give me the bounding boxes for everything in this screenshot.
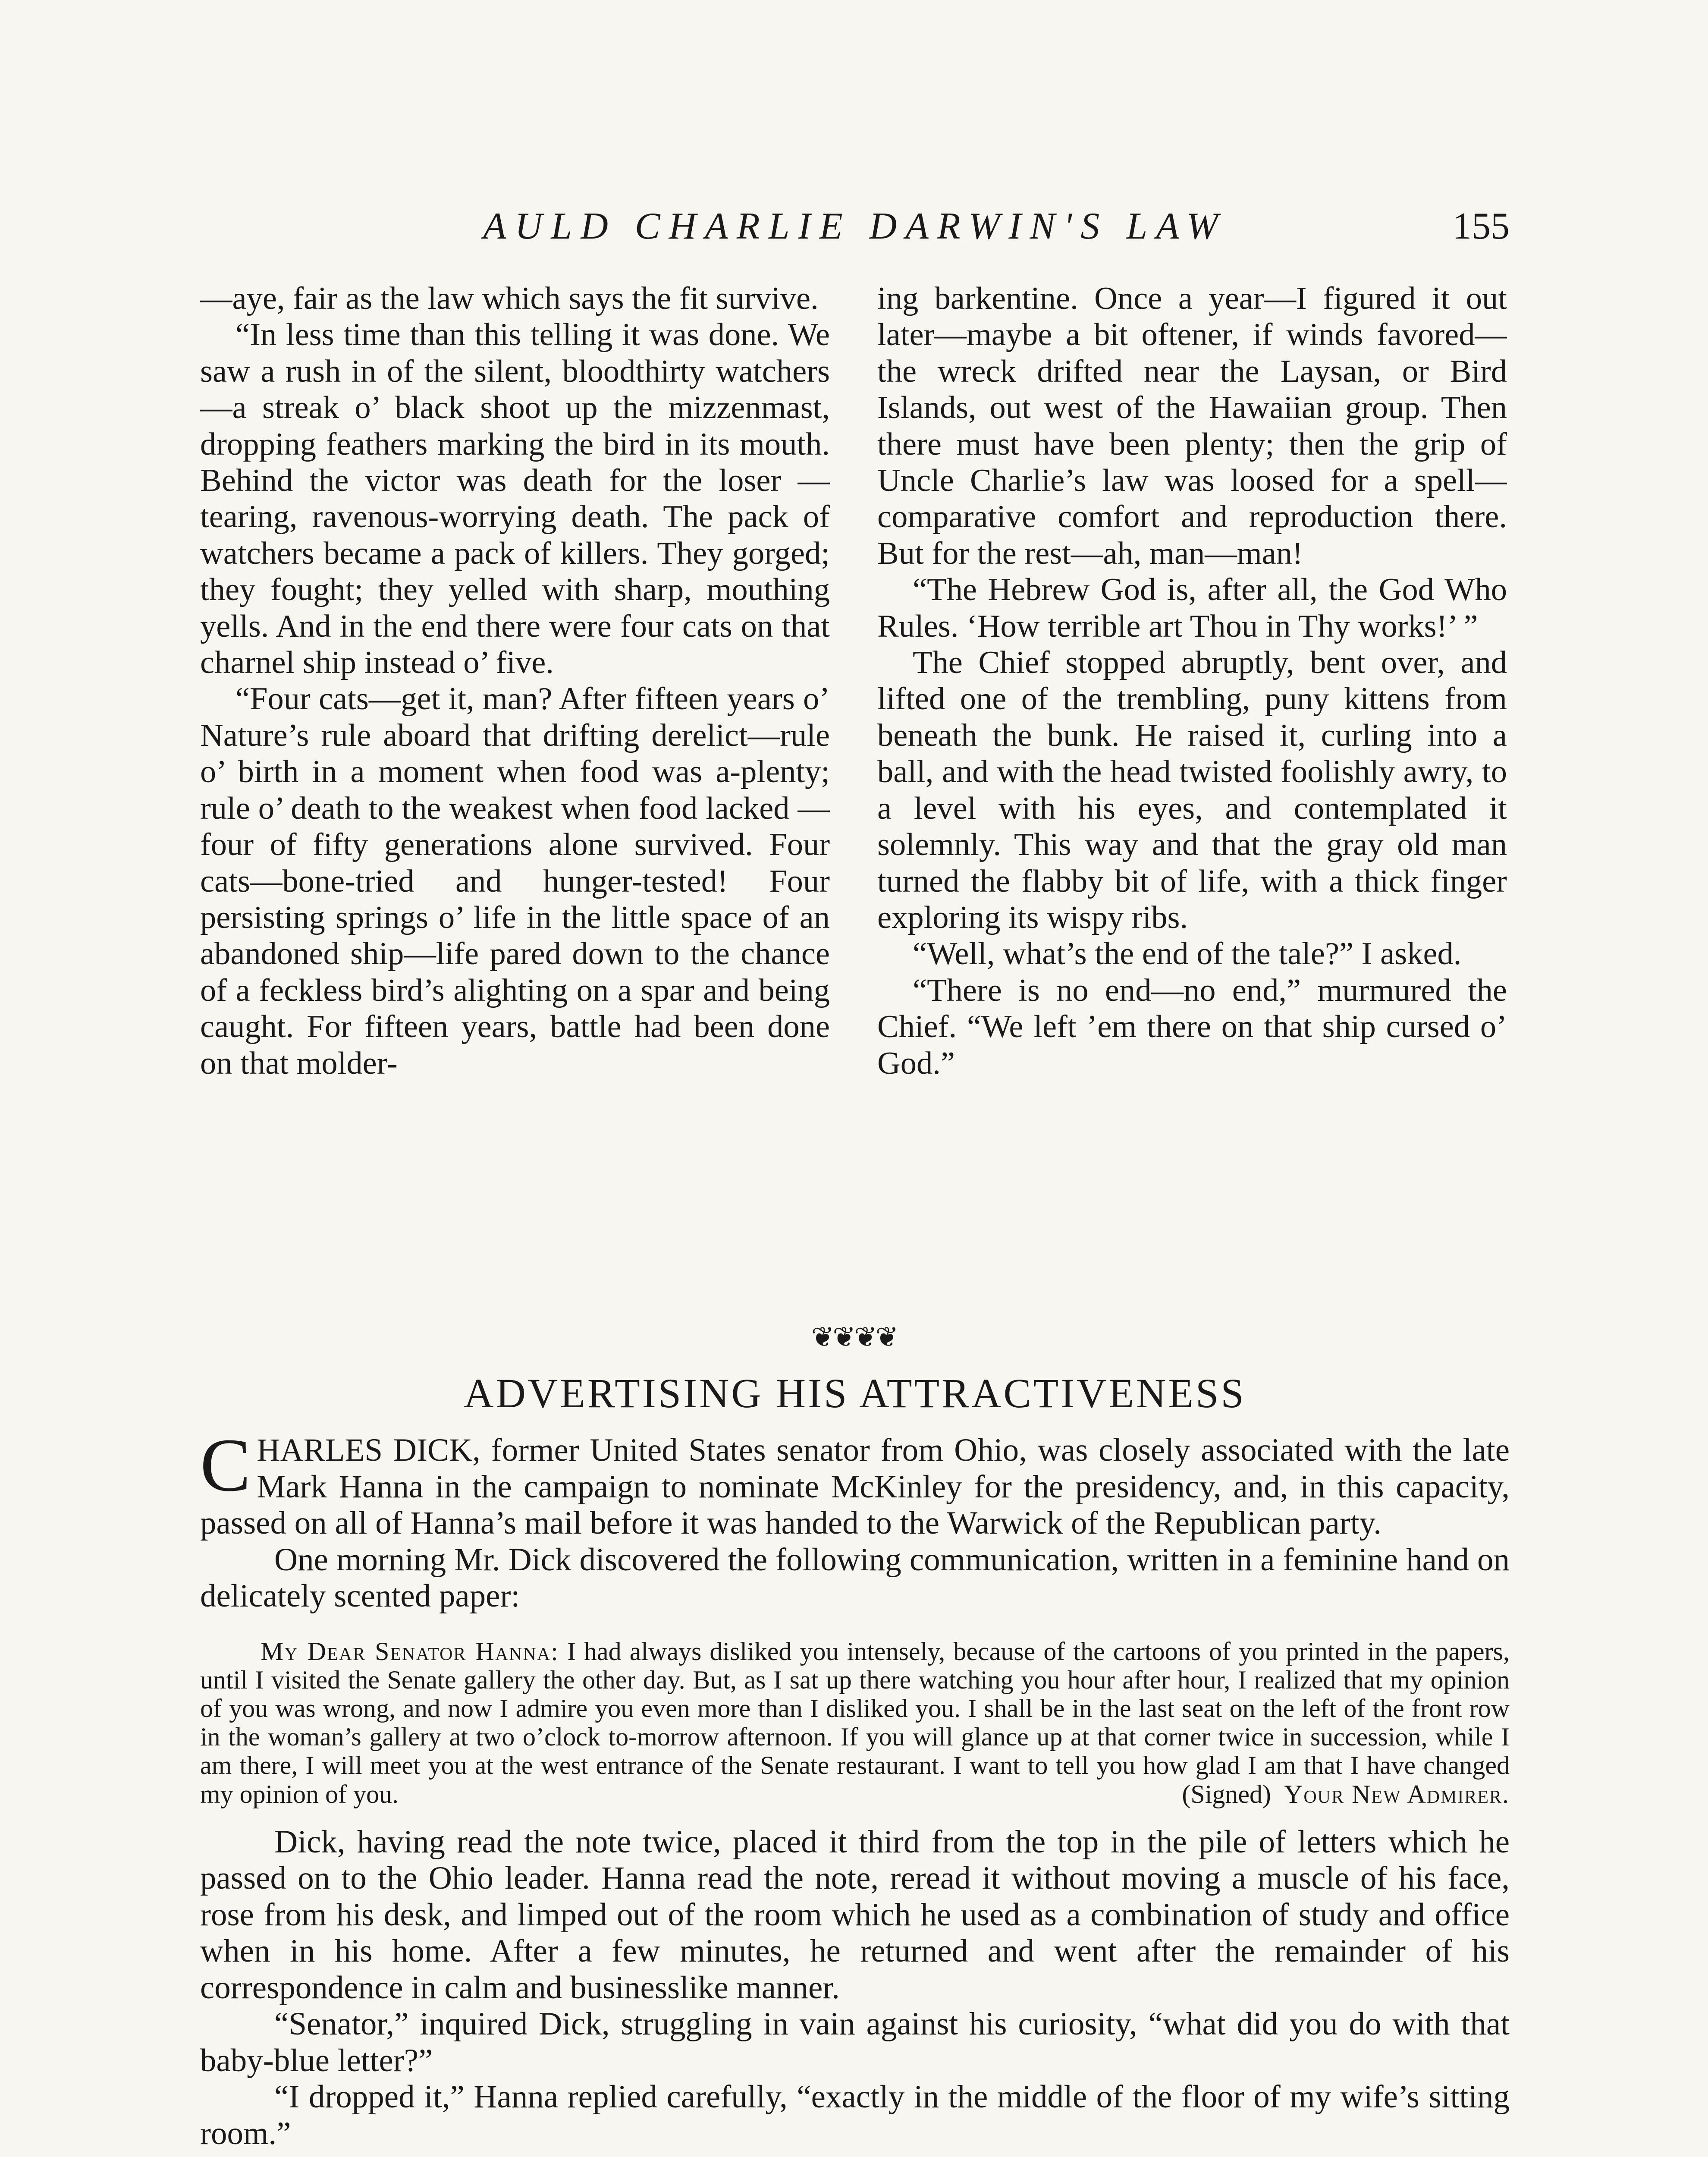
running-header bbox=[200, 203, 1510, 250]
page-number: 155 bbox=[1453, 205, 1510, 247]
letter-signature-block bbox=[1121, 1780, 1510, 1808]
paragraph: The Chief stopped abruptly, bent over, and lifted one of the trembling, puny kittens from beneath the bunk. He raised it, curling into a ball, and with the head twisted foolishly awry, to a level with his eyes, and contemplated it solemnly. This way and that the gray old man turned the flabby bit of life, with a thick finger exploring its wispy ribs. bbox=[877, 645, 1507, 935]
quoted-letter bbox=[200, 1637, 1510, 1808]
paragraph: “I dropped it,” Hanna replied carefully, “exactly in the middle of the floor of my wife’s sitting room.” bbox=[200, 2079, 1510, 2151]
paragraph: “Well, what’s the end of the tale?” I asked. bbox=[913, 936, 1462, 972]
article-body bbox=[200, 1432, 1510, 2157]
letter-text bbox=[200, 1637, 1510, 1808]
paragraph: Dick, having read the note twice, placed it third from the top in the pile of letters which he passed on to the Ohio leader. Hanna read the note, reread it without moving a muscle of his face, rose from his desk, and limped out of the room which he used as a combination of study and office when in his home. After a few minutes, he returned and went after the remainder of his correspondence in calm and businesslike manner. bbox=[200, 1824, 1510, 2006]
right-column bbox=[877, 280, 1507, 1316]
paragraph: “In less time than this telling it was done. We saw a rush in of the silent, bloodthirty watchers—a streak o’ black shoot up the mizzenmast, dropping feathers marking the bird in its mouth. Behind the victor was death for the loser — tearing, ravenous-worrying death. The pack of watchers became a pack of killers. They gorged; they fought; they yelled with sharp, mouthing yells. And in the end there were four cats on that charnel ship instead o’ five. bbox=[200, 317, 830, 681]
paragraph: “There is no end—no end,” murmured the Chief. “We left ’em there on that ship cursed o’ God.” bbox=[877, 972, 1507, 1081]
paragraph: “The Hebrew God is, after all, the God Who Rules. ‘How terrible art Thou in Thy works!’ ” bbox=[877, 572, 1507, 644]
letter-signed: (Signed) bbox=[1182, 1780, 1271, 1808]
running-title: AULD CHARLIE DARWIN'S LAW bbox=[483, 205, 1227, 247]
section-divider-ornament: ❦❦❦❦ bbox=[811, 1322, 897, 1352]
paragraph: “Four cats—get it, man? After fifteen years o’ Nature’s rule aboard that drifting derelict—rule o’ birth in a moment when food was a-plenty; rule o’ death to the weakest when food lacked —four of fifty generations alone survived. Four cats—bone-tried and hunger-tested! Four persisting springs o’ life in the little space of an abandoned ship—life pared down to the chance of a feckless bird’s alighting on a spar and being caught. For fifteen years, battle had been done on that molder- bbox=[200, 681, 830, 1081]
letter-body: I had always disliked you intensely, because of the cartoons of you printed in the papers, until I visited the Senate gallery the other day. But, as I sat up there watching you hour after hour, I realized that my opinion of you was wrong, and now I admire you even more than I disliked you. I shall be in the last seat on the left of the front row in the woman’s gallery at two o’clock to-morrow afternoon. If you will glance up at that corner twice in succession, while I am there, I will meet you at the west entrance of the Senate restaurant. I want to tell you how glad I am that I have changed my opinion of you. bbox=[200, 1637, 1510, 1808]
lead-text: HARLES DICK, former United States senator from Ohio, was closely associated with the late Mark Hanna in the campaign to nominate McKinley for the presidency, and, in this capacity, passed on all of Hanna’s mail before it was handed to the Warwick of the Republican party. bbox=[200, 1432, 1510, 1541]
lead-paragraph bbox=[200, 1432, 1510, 1542]
paragraph: “Senator,” inquired Dick, struggling in vain against his curiosity, “what did you do with that baby-blue letter?” bbox=[200, 2006, 1510, 2078]
drop-cap: C bbox=[200, 1432, 251, 1507]
letter-salutation: My Dear Senator Hanna: bbox=[261, 1637, 559, 1666]
paragraph: ing barkentine. Once a year—I figured it out later—maybe a bit oftener, if winds favored—the wreck drifted near the Laysan, or Bird Islands, out west of the Hawaiian group. Then there must have been plenty; then the grip of Uncle Charlie’s law was loosed for a spell—comparative comfort and reproduction there. But for the rest—ah, man—man! bbox=[877, 281, 1507, 571]
letter-signature: Your New Admirer. bbox=[1284, 1780, 1510, 1808]
left-column bbox=[200, 280, 830, 1316]
paragraph: One morning Mr. Dick discovered the following communication, written in a feminine hand on delicately scented paper: bbox=[200, 1541, 1510, 1614]
paragraph: —aye, fair as the law which says the fit survive. bbox=[200, 281, 819, 316]
article-title: ADVERTISING HIS ATTRACTIVENESS bbox=[464, 1370, 1246, 1416]
